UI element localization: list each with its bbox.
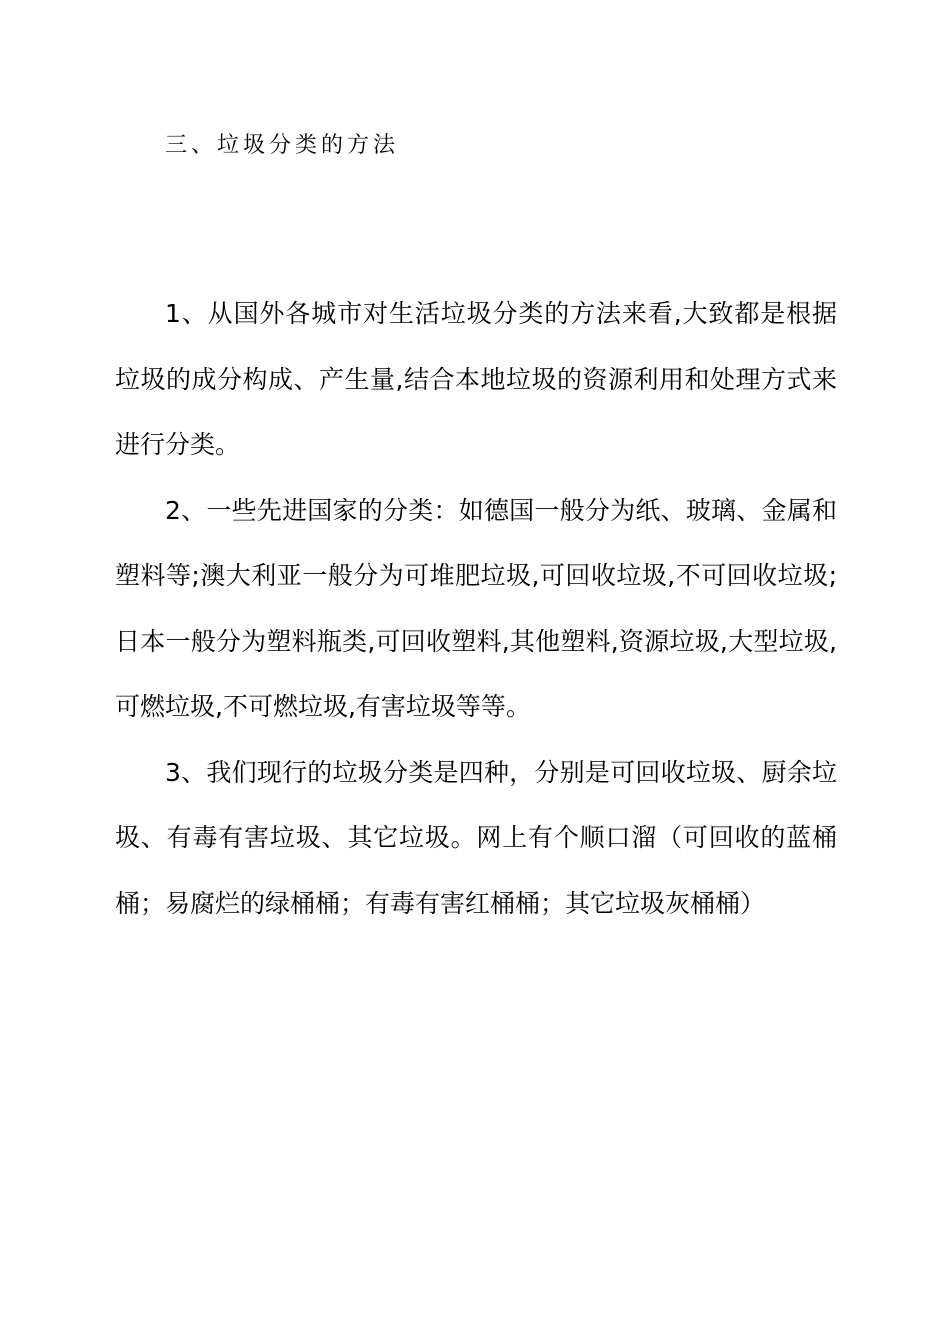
paragraph-2: 2、一些先进国家的分类：如德国一般分为纸、玻璃、金属和塑料等;澳大利亚一般分为可堆肥垃圾,可回收垃圾,不可回收垃圾;日本一般分为塑料瓶类,可回收塑料,其他塑料,资源垃圾,大型垃圾,可燃垃圾,不可燃垃圾,有害垃圾等等。	[115, 495, 837, 721]
document-body	[115, 281, 837, 936]
paragraph-1: 1、从国外各城市对生活垃圾分类的方法来看,大致都是根据垃圾的成分构成、产生量,结合本地垃圾的资源利用和处理方式来进行分类。	[115, 299, 837, 459]
paragraph-3: 3、我们现行的垃圾分类是四种，分别是可回收垃圾、厨余垃圾、有毒有害垃圾、其它垃圾。网上有个顺口溜（可回收的蓝桶桶；易腐烂的绿桶桶；有毒有害红桶桶；其它垃圾灰桶桶）	[115, 757, 837, 918]
section-heading: 三、垃圾分类的方法	[165, 133, 400, 158]
